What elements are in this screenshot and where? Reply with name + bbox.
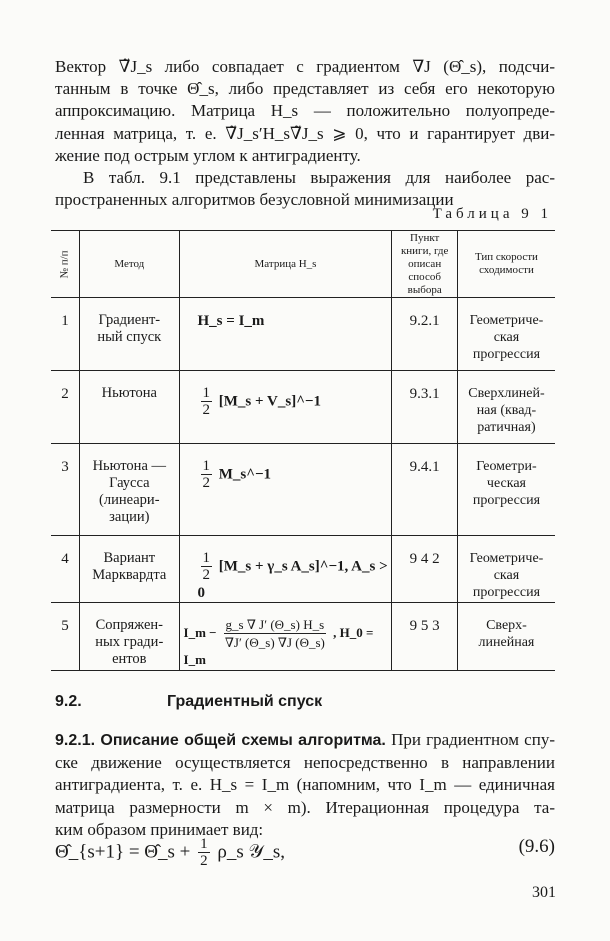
- text-line: жение под острым углом к антиградиенту.: [55, 145, 361, 165]
- equation-9-6: [55, 830, 555, 870]
- matrix-formula: I_m − $\frac{g\_s \nabla J' (\Theta\_s) H\_s}{\nabla J' (\Theta\_s) \nabla J (\Theta\_s)}$ , H_0 = I_m: [179, 603, 392, 671]
- matrix-formula: $\frac{1}{2}$ [M_s + γ_s A_s]^−1, A_s > 0: [179, 536, 392, 603]
- text-line: ске движение осуществляется непосредственно в направлении: [55, 753, 555, 773]
- text-line: ким образом принимает вид:: [55, 819, 264, 839]
- text-line: ленная матрица, т. е. ∇̃J_s′H_s∇̃J_s ⩾ 0, что и гарантирует дви-: [55, 123, 555, 143]
- convergence-rate: Геометриче- ская прогрессия: [457, 298, 555, 371]
- table-row: [51, 536, 555, 603]
- row-number: 4: [51, 536, 80, 603]
- header-method: Метод: [80, 231, 179, 298]
- section-ref: 9.4.1: [392, 444, 457, 536]
- matrix-formula: $\frac{1}{2}$ [M_s + V_s]^−1: [179, 371, 392, 444]
- section-number: 9.2.: [55, 693, 82, 710]
- equation-number: (9.6): [518, 836, 555, 857]
- row-number: 5: [51, 603, 80, 671]
- text-line: пространенных алгоритмов безусловной минимизации: [55, 190, 454, 210]
- method-name: Ньютона: [80, 371, 179, 444]
- text-line: матрица размерности m × m). Итерационная процедура та-: [55, 797, 555, 817]
- text-line: аппроксимацию. Матрица H_s — положительно полуопреде-: [55, 101, 555, 121]
- header-rate: Тип скорости сходимости: [457, 231, 555, 298]
- page-number: 301: [532, 884, 556, 901]
- text-line: антиградиента, т. е. H_s = I_m (напомним, что I_m — единичная: [55, 775, 555, 795]
- row-number: 2: [51, 371, 80, 444]
- header-index: № п/п: [51, 231, 80, 298]
- header-matrix: Матрица H_s: [179, 231, 392, 298]
- method-name: Градиент- ный спуск: [80, 298, 179, 371]
- row-number: 3: [51, 444, 80, 536]
- table-header-row: [51, 231, 555, 298]
- section-ref: 9.3.1: [392, 371, 457, 444]
- header-section: Пункт книги, где описан способ выбора: [392, 231, 457, 298]
- method-name: Сопряжен- ных гради- ентов: [80, 603, 179, 671]
- section-ref: 9.2.1: [392, 298, 457, 371]
- section-ref: 9 4 2: [392, 536, 457, 603]
- method-name: Ньютона — Гаусса (линеари- зации): [80, 444, 179, 536]
- table-row: [51, 444, 555, 536]
- table-row: [51, 603, 555, 671]
- convergence-rate: Сверхлиней- ная (квад- ратичная): [457, 371, 555, 444]
- table-row: [51, 371, 555, 444]
- convergence-rate: Геометриче- ская прогрессия: [457, 536, 555, 603]
- methods-table: [51, 230, 555, 671]
- subsection-paragraph: [55, 729, 555, 841]
- text-line: Вектор ∇̃J_s либо совпадает с градиентом ∇J (Θ̂_s), подсчи-: [55, 57, 555, 76]
- table-caption: Таблица 9 1: [432, 206, 552, 222]
- method-name: Вариант Марквардта: [80, 536, 179, 603]
- subsection-heading: 9.2.1. Описание общей схемы алгоритма.: [55, 732, 386, 749]
- text-line: танным в точке Θ̂_s, либо представляет из себя его некоторую: [55, 79, 555, 99]
- intro-paragraph: [55, 56, 555, 211]
- text-line: 9.2.1. Описание общей схемы алгоритма. При градиентном спу-: [55, 730, 555, 749]
- matrix-formula: $\frac{1}{2}$ M_s^−1: [179, 444, 392, 536]
- convergence-rate: Сверх- линейная: [457, 603, 555, 671]
- text-line: В табл. 9.1 представлены выражения для наиболее рас-: [83, 168, 555, 188]
- matrix-formula: H_s = I_m: [179, 298, 392, 371]
- table-row: [51, 298, 555, 371]
- section-title: Градиентный спуск: [167, 693, 323, 710]
- section-ref: 9 5 3: [392, 603, 457, 671]
- row-number: 1: [51, 298, 80, 371]
- convergence-rate: Геометри- ческая прогрессия: [457, 444, 555, 536]
- equation-body: Θ̂_{s+1} = Θ̂_s + $\frac{1}{2}$ ρ_s 𝒴_s,: [55, 836, 286, 869]
